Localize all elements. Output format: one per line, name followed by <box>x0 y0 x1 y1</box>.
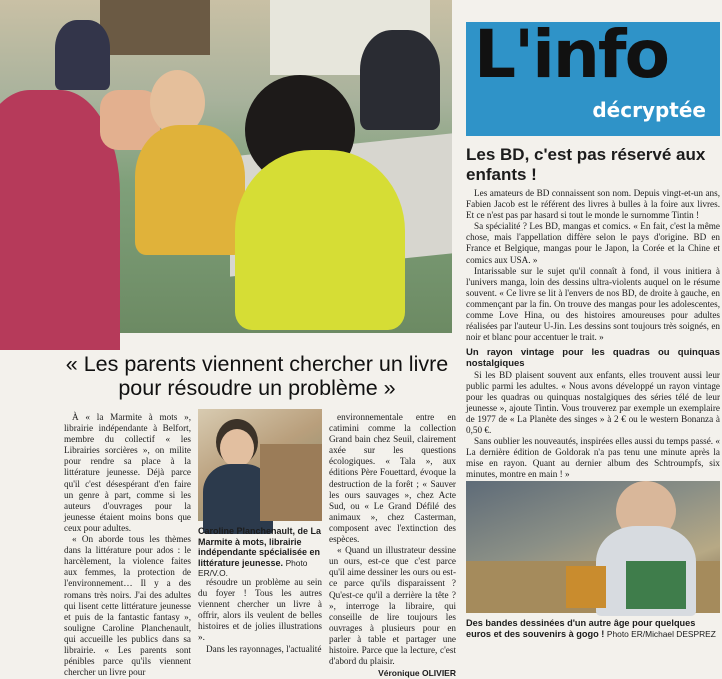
main-column-2 <box>198 577 322 655</box>
subhead: Un rayon vintage pour les quadras ou quinquas nostalgiques <box>466 347 720 370</box>
paragraph: résoudre un problème au sein du foyer ! Tous les autres viennent chercher un livre à offrir, alors ils veulent de belles histoires et de jolies illustrations ». <box>198 577 322 643</box>
comic-book <box>626 561 686 609</box>
main-column-1 <box>64 412 191 678</box>
paragraph: Sans oublier les nouveautés, inspirées elles aussi du temps passé. « La dernière édition de Goldorak n'a pas tenu une minute après la mise en rayon. Quant au dernier album des Schtroumpfs, six minutes, montre en main ! » <box>466 436 720 480</box>
girl-green-shirt <box>235 150 405 330</box>
paragraph: Si les BD plaisent souvent aux enfants, elles trouvent aussi leur public parmi les adultes. « Nous avons développé un rayon vintage pour les quadras ou quinquas nostalgiques des séries télé de leur jeunesse », ajoute Tintin. Vous trouverez par exemple un exemplaire de 1977 de « La Planète des singes » à 2 € ou le western Bonanza à 0,50 €. <box>466 369 720 435</box>
paragraph: À « la Marmite à mots », librairie indépendante à Belfort, membre du collectif « les Librairies sorcières », on milite pour rendre sa place à la littérature jeunesse. Déjà parce qu'il c'est désespérant d'en faire un genre à part, comme si les auteurs d'ouvrages pour la jeunesse étaient moins bons que ceux pour adultes. <box>64 412 191 533</box>
photo-credit: Photo ER/Michael DESPREZ <box>606 629 716 639</box>
paragraph: Les amateurs de BD connaissent son nom. Depuis vingt-et-un ans, Fabien Jacob est le référent des livres à bulles à la foire aux livres. Et ce n'est pas par hasard si tout le monde le surnomme Tintin ! <box>466 188 720 221</box>
bookshelf <box>100 0 210 55</box>
side-article-body <box>466 188 720 525</box>
boy-left <box>55 20 110 90</box>
side-headline: Les BD, c'est pas réservé aux enfants ! <box>466 145 706 184</box>
book-shelves <box>260 444 322 521</box>
paragraph: Sa spécialité ? Les BD, mangas et comics. « En fait, c'est la même chose, mais l'appellation diffère selon le pays d'origine. BD en France et Belgique, mangas pour le Japon, la Corée et la Chine et comics aux USA. » <box>466 221 720 265</box>
librarian-caption <box>198 526 322 579</box>
boy-background <box>360 30 440 130</box>
market-caption <box>466 618 720 640</box>
face <box>220 429 254 467</box>
classroom-photo <box>0 0 452 333</box>
author-byline: Véronique OLIVIER <box>378 668 456 679</box>
main-headline: « Les parents viennent chercher un livre pour résoudre un problème » <box>65 352 449 400</box>
banner-title: L'info <box>474 16 668 93</box>
info-banner <box>466 16 720 136</box>
paragraph: Intarissable sur le sujet qu'il connaît à fond, il vous initiera à l'univers manga, loin des dessins ultra-violents auquel on le résume souvent. « Ce livre se lit à l'envers de nos BD, de droite à gauche, en commençant par la fin. On trouve des mangas pour les adolescentes, comme Love Hina, ou des histoires amoureuses pour adultes réalisées par l'auteur U-Jin. Les dessins sont toujours très soignés, en noir et blanc pour accentuer le trait. » <box>466 265 720 343</box>
caption-text: Des bandes dessinées d'un autre âge pour quelques euros et des souvenirs à gogo ! <box>466 618 696 639</box>
paragraph: « Quand un illustrateur dessine un ours, est-ce que c'est parce qu'il aime dessiner les ours ou est-ce parce qu'ils disparaissent ? Qu'est-ce qu'il a derrière la tête ? », interroge la libraire, qui conseille de lire toujours les ouvrages à plusieurs pour en parler à table et partager une histoire. Parce que la lecture, c'est d'abord du plaisir. <box>329 545 456 667</box>
bd-market-photo <box>466 481 720 613</box>
librarian-photo <box>198 409 322 521</box>
paragraph: Dans les rayonnages, l'actualité <box>206 643 322 654</box>
main-column-3 <box>329 412 456 679</box>
girl-yellow-sweater <box>135 125 245 255</box>
paragraph: « On aborde tous les thèmes dans la littérature pour ados : le harcèlement, la violence faites aux femmes, la protection de l'environnement… Il y a des romans très noirs. J'ai des adultes qui lisent cette littérature jeunesse et puis de la fantastic fantasy », souligne Caroline Planchenault, qui accueille les publics dans sa librairie. « Les parents sont pénibles parce qu'ils viennent chercher un livre pour <box>64 534 191 678</box>
comic-book <box>566 566 606 608</box>
banner-subtitle: décryptée <box>592 98 706 122</box>
photo-credit: Photo ER/V.O. <box>198 557 308 579</box>
paragraph: environnementale entre en catimini comme la collection Grand bain chez Seuil, clairement axée sur les questions écologiques. « Tala », aux éditions Père Fouettard, évoque la destruction de la forêt ; « Sauver les ours sauvages », chez Acte Sud, ou « Le Grand Défilé des animaux », chez Casterman, composent avec l'extinction des espèces. <box>329 412 456 545</box>
caption-text: Caroline Planchenault, de La Marmite à mots, librairie indépendante spécialisée en littérature jeunesse. <box>198 526 322 568</box>
